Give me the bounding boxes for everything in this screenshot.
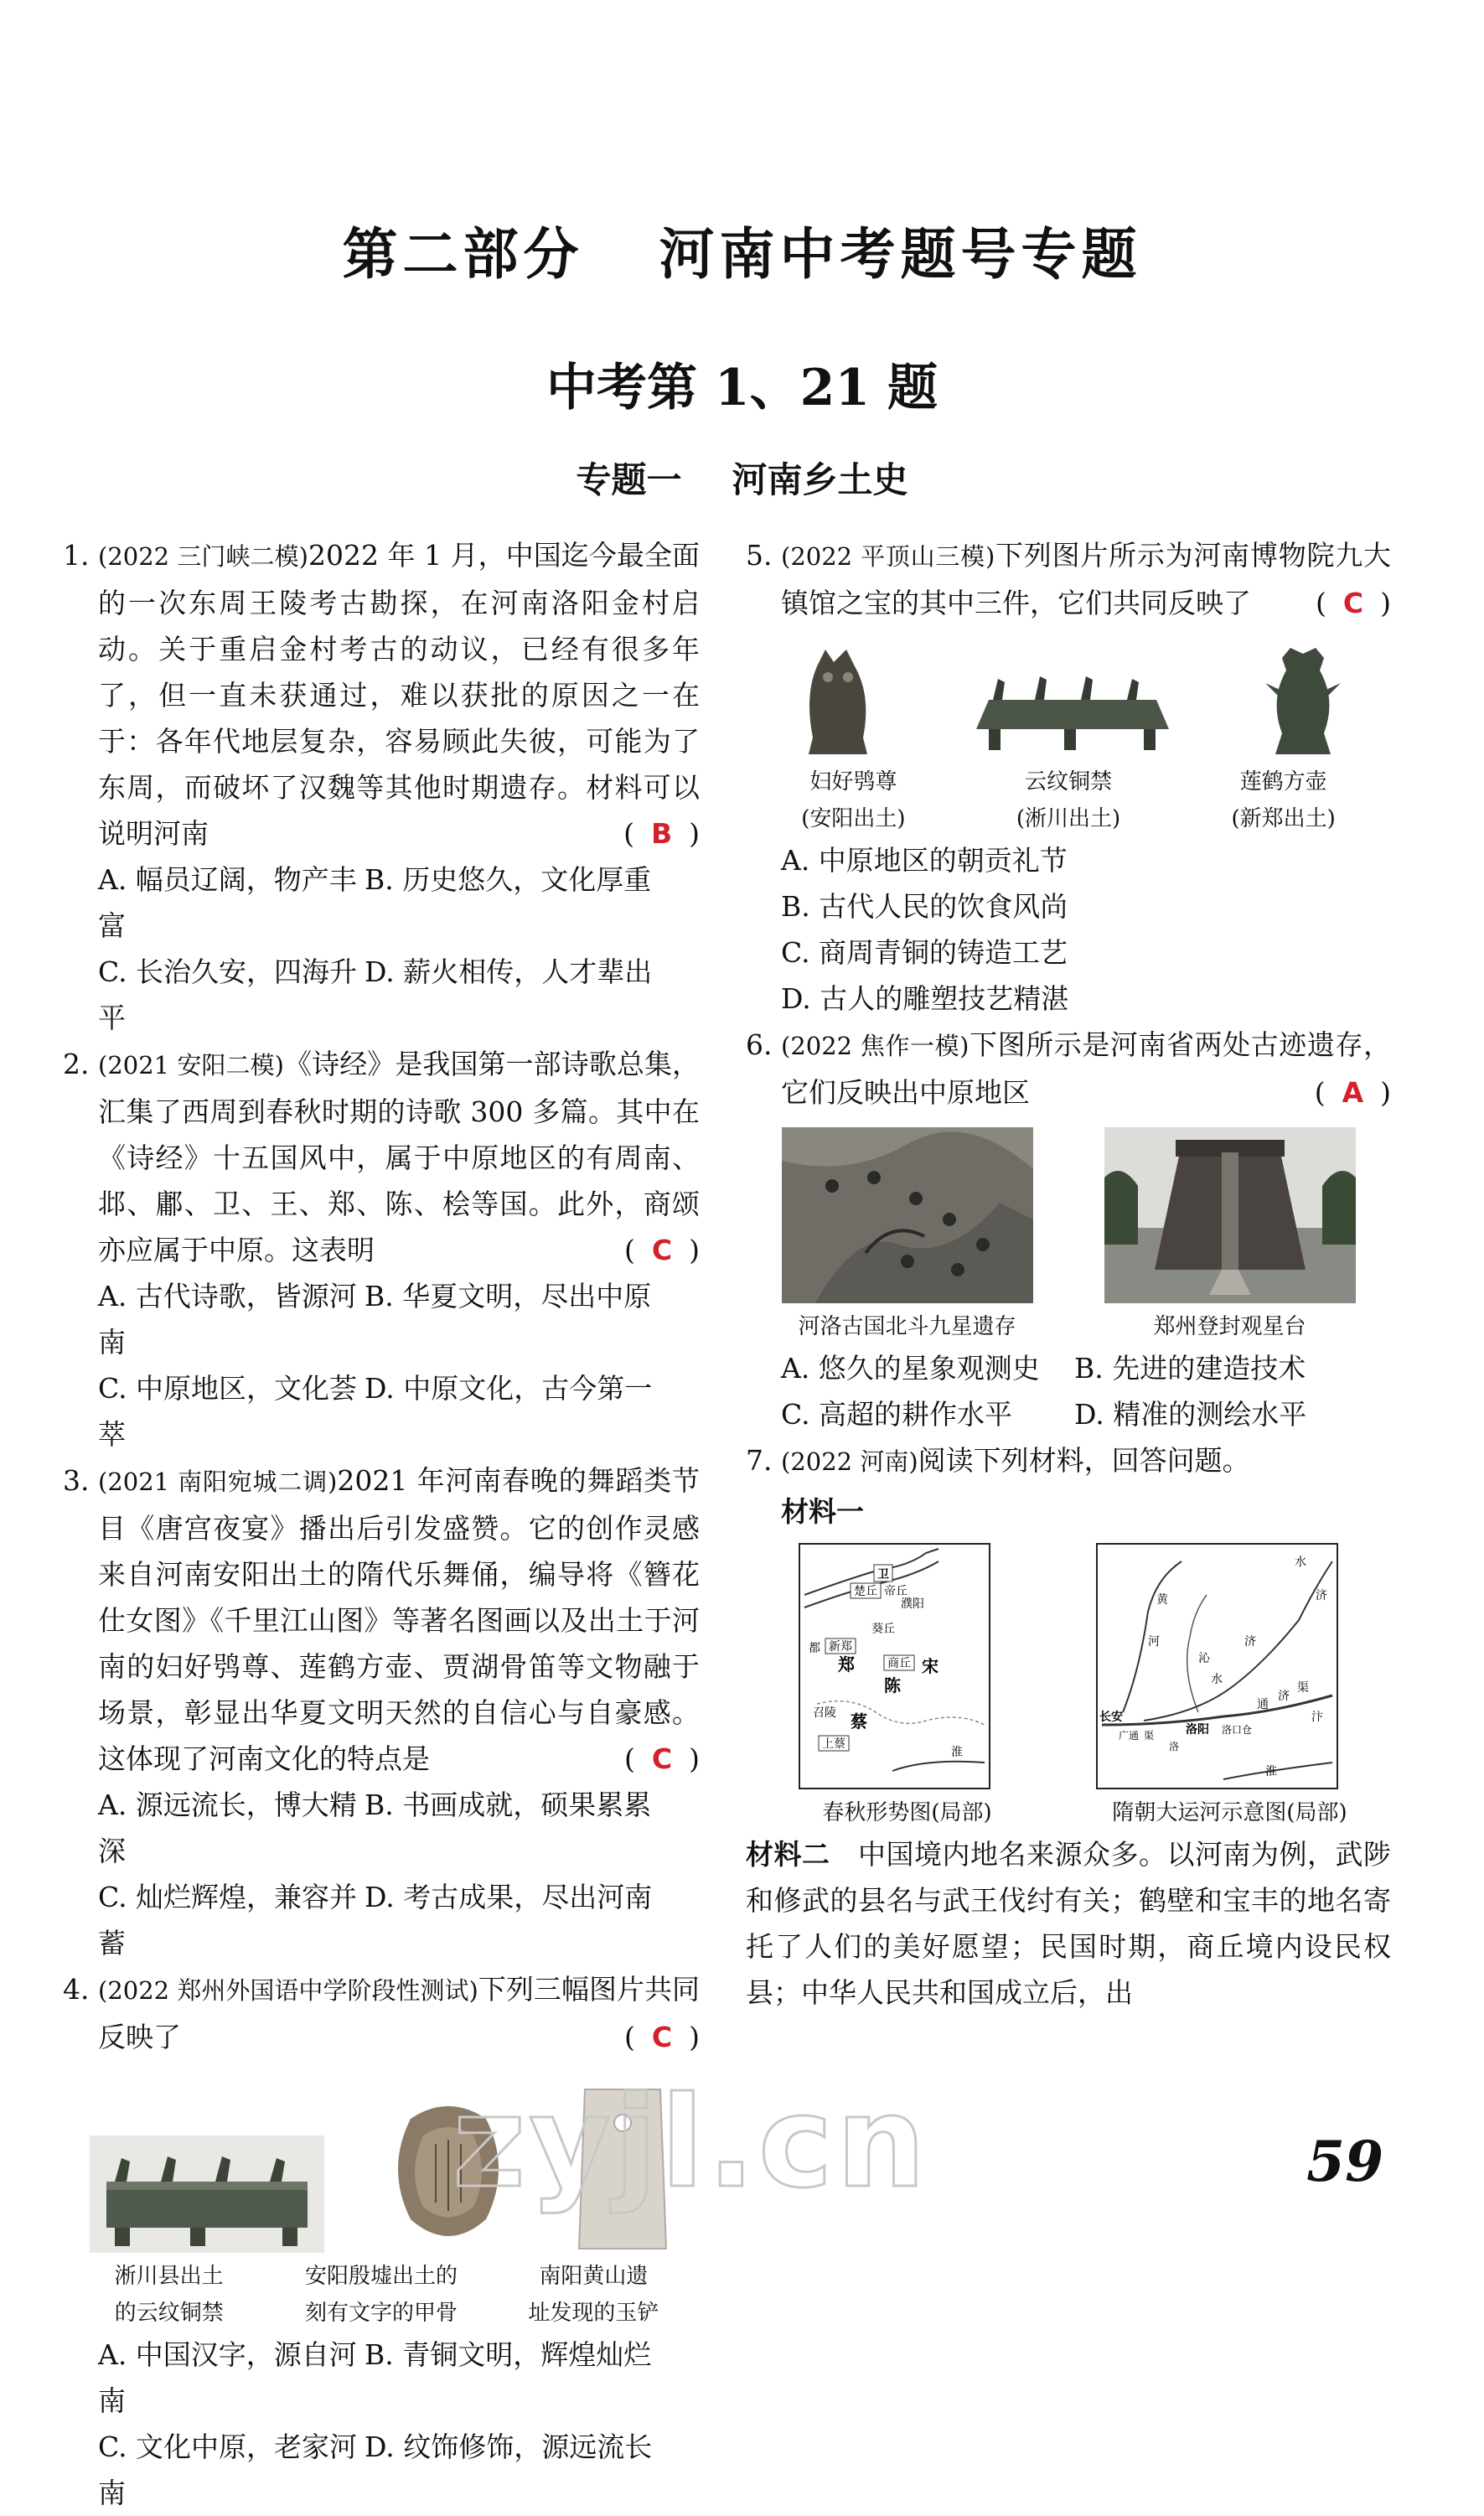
map-label: 召陵 (813, 1706, 836, 1720)
option-d: D. 考古成果，尽出河南 (365, 1881, 653, 1913)
option-d: D. 纹饰修饰，源远流长 (365, 2431, 653, 2463)
question-stem: 2022 年 1 月，中国迄今最全面的一次东周王陵考古勘探，在河南洛阳金村启动。关于重启金村考古的动议，已经有很多年了，但一直未获通过，难以获批的原因之一在于：各年代地层复杂，容易顾此失彼，可能为了东周，而破坏了汉魏等其他时期遗存。材料可以说明河南 (98, 539, 700, 850)
map-label: 洛阳 (1186, 1723, 1209, 1737)
answer-letter: A (1342, 1076, 1364, 1109)
bronze-jin-image-2 (972, 650, 1173, 758)
bronze-jin-image (90, 2135, 324, 2253)
question-number: 1. (63, 539, 90, 572)
question-source: (2021 安阳二模) (98, 1051, 284, 1079)
map-label: 济 (1316, 1589, 1327, 1602)
sui-canal-map (1096, 1543, 1338, 1789)
question-number: 4. (63, 1973, 90, 2006)
option-d: D. 精准的测绘水平 (1074, 1398, 1307, 1431)
question-number: 6. (746, 1028, 773, 1061)
map-label: 卫 (877, 1568, 889, 1582)
map-label: 洛口仓 (1222, 1724, 1253, 1736)
map-label: 渠 (1297, 1681, 1309, 1695)
figure-caption: 隋朝大运河示意图(局部) (1112, 1800, 1347, 1825)
answer-bracket: ( C ) (624, 1742, 700, 1775)
question-number: 2. (63, 1048, 90, 1080)
option-a: A. 源远流长，博大精深 (98, 1789, 357, 1867)
figure-caption: 莲鹤方壶 (新郑出土) (1231, 769, 1336, 831)
figure-caption: 春秋形势图(局部) (822, 1800, 992, 1825)
owl-zun-image (788, 645, 888, 758)
question-number: 3. (63, 1464, 90, 1497)
question-5 (746, 532, 1391, 1022)
question-1 (63, 532, 700, 1041)
watermark: zyjl.cn (452, 2070, 929, 2216)
answer-letter: C (651, 2021, 673, 2053)
option-a: A. 悠久的星象观测史 (781, 1352, 1040, 1385)
figure-caption: 淅川县出土 的云纹铜禁 (114, 2264, 224, 2326)
topic-title (0, 453, 1484, 503)
topic-title-a: 专题一 (576, 459, 682, 500)
map-label: 洛 (1169, 1741, 1180, 1752)
map-label: 沁 (1198, 1652, 1210, 1665)
question-number: 5. (746, 539, 773, 572)
figure-caption: 河洛古国北斗九星遗存 (798, 1314, 1016, 1339)
map-label: 淮 (951, 1746, 963, 1759)
right-column (746, 532, 1391, 2016)
map-label: 新郑 (829, 1640, 852, 1654)
answer-letter: B (650, 817, 673, 850)
material-2-text: 中国境内地名来源众多。以河南为例，武陟和修武的县名与武王伐纣有关；鹤壁和宝丰的地名寄托了人们的美好愿望；民国时期，商丘境内设民权县；中华人民共和国成立后，出 (746, 1838, 1391, 2009)
question-source: (2022 郑州外国语中学阶段性测试) (98, 1976, 478, 2005)
observatory-image (1104, 1127, 1356, 1303)
map-label: 水 (1295, 1556, 1306, 1569)
map-label: 河 (1148, 1635, 1160, 1649)
option-b: B. 古代人民的饮食风尚 (781, 890, 1068, 923)
question-6 (746, 1022, 1391, 1437)
question-source: (2022 河南) (781, 1447, 918, 1476)
material-1-label: 材料一 (781, 1495, 864, 1528)
material-2 (746, 1831, 1391, 2016)
map-label: 济 (1278, 1690, 1290, 1703)
map-label: 楚丘 (854, 1585, 877, 1598)
option-b: B. 先进的建造技术 (1074, 1352, 1306, 1385)
part-title-a: 第二部分 (342, 222, 584, 287)
question-stem: 下图所示是河南省两处古迹遗存，它们反映出中原地区 (781, 1028, 1392, 1109)
option-b: B. 历史悠久，文化厚重 (365, 863, 652, 896)
map-label: 渠 (1144, 1730, 1155, 1742)
map-label: 淮 (1265, 1765, 1277, 1778)
question-stem: 2021 年河南春晚的舞蹈类节目《唐宫夜宴》播出后引发盛赞。它的创作灵感来自河南安阳出土的隋代乐舞俑，编导将《簪花仕女图》《千里江山图》等著名图画以及出土于河南的妇好鸮尊、莲鹤方壶、贾湖骨笛等文物融于场景，彰显出华夏文明天然的自信心与自豪感。这体现了河南文化的特点是 (98, 1464, 700, 1775)
page-number: 59 (1306, 2129, 1383, 2194)
topic-title-b: 河南乡土史 (732, 459, 908, 500)
part-title (0, 210, 1484, 289)
question-2 (63, 1041, 700, 1457)
question-stem: 阅读下列材料，回答问题。 (918, 1444, 1250, 1477)
map-label: 濮阳 (901, 1597, 924, 1611)
map-label: 长安 (1099, 1711, 1123, 1724)
option-c: C. 中原地区，文化荟萃 (98, 1372, 358, 1451)
option-c: C. 长治久安，四海升平 (98, 955, 358, 1034)
map-label: 汴 (1311, 1711, 1323, 1724)
answer-bracket: ( B ) (623, 817, 700, 850)
option-d: D. 薪火相传，人才辈出 (365, 955, 653, 988)
answer-bracket: ( A ) (1314, 1076, 1391, 1109)
answer-bracket: ( C ) (624, 2021, 700, 2053)
left-column (63, 532, 700, 2516)
answer-bracket: ( C ) (1316, 587, 1391, 619)
map-label: 黄 (1156, 1593, 1168, 1607)
question-number: 7. (746, 1444, 773, 1477)
option-b: B. 书画成就，硕果累累 (365, 1789, 652, 1821)
spring-autumn-map (799, 1543, 990, 1789)
option-a: A. 中国汉字，源自河南 (98, 2338, 357, 2417)
figure-captions (746, 764, 1391, 837)
option-c: C. 商周青铜的铸造工艺 (781, 936, 1068, 969)
lotus-crane-hu-image (1257, 641, 1349, 758)
figure-caption: 南阳黄山遗 址发现的玉铲 (528, 2264, 659, 2326)
map-label: 葵丘 (871, 1623, 895, 1636)
figure-caption: 安阳殷墟出土的 刻有文字的甲骨 (304, 2264, 458, 2326)
figure-captions (746, 1794, 1391, 1831)
option-c: C. 高超的耕作水平 (781, 1398, 1013, 1431)
option-a: A. 中原地区的朝贡礼节 (781, 844, 1068, 877)
answer-letter: C (651, 1234, 673, 1266)
figure-caption: 云纹铜禁 (淅川出土) (1016, 769, 1121, 831)
beidou-stars-image (782, 1127, 1033, 1303)
map-label: 济 (1244, 1635, 1256, 1649)
map-label: 都 (809, 1642, 820, 1655)
map-label: 郑 (838, 1654, 855, 1675)
map-label: 宋 (922, 1656, 938, 1676)
question-stem: 下列图片所示为河南博物院九大镇馆之宝的其中三件，它们共同反映了 (781, 539, 1392, 619)
map-label: 蔡 (851, 1711, 867, 1732)
option-c: C. 文化中原，老家河南 (98, 2431, 358, 2509)
map-label: 水 (1211, 1673, 1223, 1686)
map-label: 帝丘 (884, 1585, 907, 1598)
option-b: B. 青铜文明，辉煌灿烂 (365, 2338, 652, 2371)
figure-caption: 妇好鸮尊 (安阳出土) (801, 769, 906, 831)
option-d: D. 古人的雕塑技艺精湛 (781, 982, 1069, 1015)
answer-letter: C (651, 1742, 673, 1775)
option-b: B. 华夏文明，尽出中原 (365, 1280, 652, 1312)
question-stem: 下列三幅图片共同反映了 (98, 1973, 701, 2053)
sub-title: 中考第 1、21 题 (546, 359, 938, 417)
option-a: A. 幅员辽阔，物产丰富 (98, 863, 357, 942)
map-label: 陈 (884, 1675, 901, 1695)
part-title-b: 河南中考题号专题 (659, 222, 1142, 287)
question-source: (2022 焦作一模) (781, 1032, 970, 1060)
question-4 (63, 1966, 700, 2516)
figure-caption: 郑州登封观星台 (1153, 1314, 1306, 1339)
map-label: 通 (1257, 1698, 1269, 1711)
question-stem: 《诗经》是我国第一部诗歌总集，汇集了西周到春秋时期的诗歌 300 多篇。其中在《诗经》十五国风中，属于中原地区的有周南、邶、鄘、卫、王、郑、陈、桧等国。此外，商颂亦应属于中原。这表明 (98, 1048, 701, 1266)
question-source: (2022 平顶山三模) (781, 542, 995, 571)
map-label: 商丘 (887, 1657, 911, 1670)
option-d: D. 中原文化，古今第一 (365, 1372, 653, 1405)
figure-captions (63, 2258, 700, 2332)
option-c: C. 灿烂辉煌，兼容并蓄 (98, 1881, 358, 1959)
figure-captions (746, 1308, 1391, 1345)
question-3 (63, 1457, 700, 1966)
map-label: 广通 (1119, 1730, 1140, 1742)
question-7 (746, 1437, 1391, 2016)
map-label: 上蔡 (822, 1737, 845, 1751)
question-source: (2021 南阳宛城二调) (98, 1468, 338, 1496)
answer-letter: C (1342, 587, 1364, 619)
question-source: (2022 三门峡二模) (98, 542, 308, 571)
option-a: A. 古代诗歌，皆源河南 (98, 1280, 357, 1359)
answer-bracket: ( C ) (624, 1234, 700, 1266)
material-2-label: 材料二 (746, 1838, 830, 1871)
